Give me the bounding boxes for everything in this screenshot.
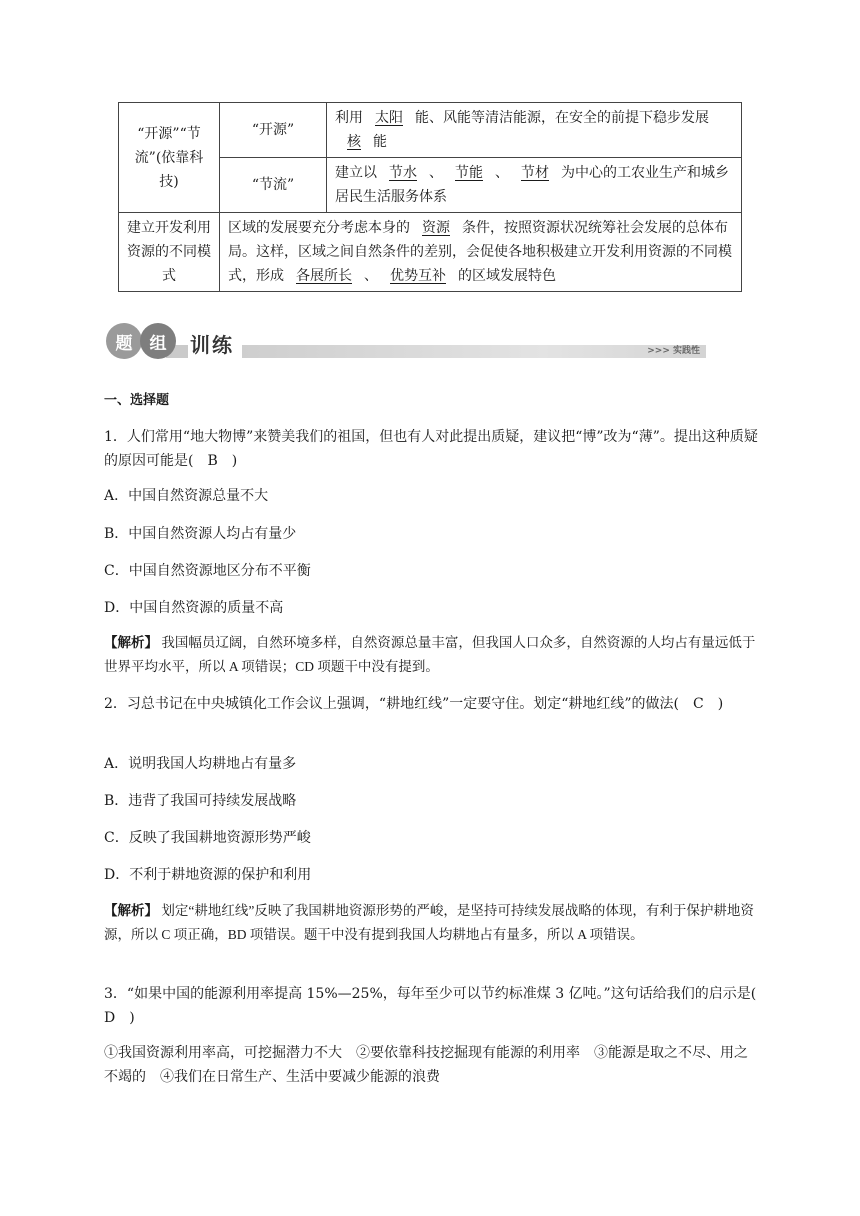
text-segment: 、 [364, 268, 378, 284]
knowledge-table [118, 102, 742, 292]
question-stem: 2．习总书记在中央城镇化工作会议上强调，“耕地红线”一定要守住。划定“耕地红线”的做法( C ) [104, 696, 724, 712]
text-segment: 区域的发展要充分考虑本身的 [228, 220, 410, 236]
analysis-text: 我国幅员辽阔，自然环境多样，自然资源总量丰富，但我国人口众多，自然资源的人均占有量远低于世界平均水平，所以 A 项错误；CD 项题干中没有提到。 [104, 635, 756, 674]
text-segment: 、 [429, 165, 443, 181]
analysis-label: 【解析】 [104, 635, 158, 651]
table-sub-label: “节流” [220, 158, 327, 213]
option-b: B．违背了我国可持续发展战略 [104, 793, 297, 809]
answer-blank: 核 [347, 134, 361, 150]
banner-title: 训练 [188, 329, 242, 358]
question-stem: 1．人们常用“地大物博”来赞美我们的祖国，但也有人对此提出质疑，建议把“博”改为“薄”。提出这种质疑的原因可能是( B ) [104, 429, 758, 469]
table-group-label: 建立开发利用资源的不同模式 [119, 213, 220, 292]
table-group-label: “开源”“节流”(依靠科技) [119, 103, 220, 213]
option-b: B．中国自然资源人均占有量少 [104, 526, 297, 542]
text-segment: 建立以 [335, 165, 377, 181]
section-title: 一、选择题 [104, 393, 170, 408]
text-segment: 、 [495, 165, 509, 181]
banner-tag: >>> 实践性 [647, 346, 700, 356]
question-options: ①我国资源利用率高，可挖掘潜力不大 ②要依靠科技挖掘现有能源的利用率 ③能源是取之不尽、用之不竭的 ④我们在日常生产、生活中要减少能源的浪费 [104, 1045, 748, 1085]
table-content [327, 103, 742, 158]
question-stem: 3．“如果中国的能源利用率提高 15%—25%，每年至少可以节约标准煤 3 亿吨。”这句话给我们的启示是( D ) [104, 986, 771, 1026]
text-segment: 为中心的工农业生产和城乡居民生活服务体系 [335, 165, 729, 205]
text-segment: 能 [373, 134, 387, 150]
option-c: C．反映了我国耕地资源形势严峻 [104, 830, 311, 846]
option-a: A．中国自然资源总量不大 [104, 488, 269, 504]
option-a: A．说明我国人均耕地占有量多 [104, 756, 297, 772]
banner-badge: 题 [106, 323, 142, 359]
answer-blank: 各展所长 [296, 268, 352, 284]
option-c: C．中国自然资源地区分布不平衡 [104, 563, 311, 579]
text-segment: 能、风能等清洁能源，在安全的前提下稳步发展 [415, 110, 709, 126]
option-d: D．不利于耕地资源的保护和利用 [104, 867, 312, 883]
answer-blank: 节材 [521, 165, 549, 181]
table-content [220, 213, 742, 292]
answer-blank: 节水 [389, 165, 417, 181]
table-content [327, 158, 742, 213]
text-segment: 的区域发展特色 [458, 268, 556, 284]
analysis [104, 899, 760, 947]
section-banner [106, 323, 706, 363]
answer-blank: 优势互补 [390, 268, 446, 284]
answer-blank: 节能 [455, 165, 483, 181]
text-segment: 利用 [335, 110, 363, 126]
answer-blank: 太阳 [375, 110, 403, 126]
analysis-label: 【解析】 [104, 903, 158, 919]
banner-bar [166, 345, 706, 358]
option-d: D．中国自然资源的质量不高 [104, 600, 284, 616]
table-row [119, 103, 742, 158]
banner-badge: 组 [140, 323, 176, 359]
analysis [104, 631, 760, 679]
table-sub-label: “开源” [220, 103, 327, 158]
table-row [119, 213, 742, 292]
analysis-text: 划定“耕地红线”反映了我国耕地资源形势的严峻，是坚持可持续发展战略的体现，有利于保护耕地资源，所以 C 项正确，BD 项错误。题干中没有提到我国人均耕地占有量多，所以 A 项错误。 [104, 903, 754, 942]
answer-blank: 资源 [422, 220, 450, 236]
text-segment: 条件，按照资源状况统筹社会发展的总体布局。这样，区域之间自然条件的差别，会促使各地积极建立开发利用资源的不同模式，形成 [228, 220, 732, 284]
